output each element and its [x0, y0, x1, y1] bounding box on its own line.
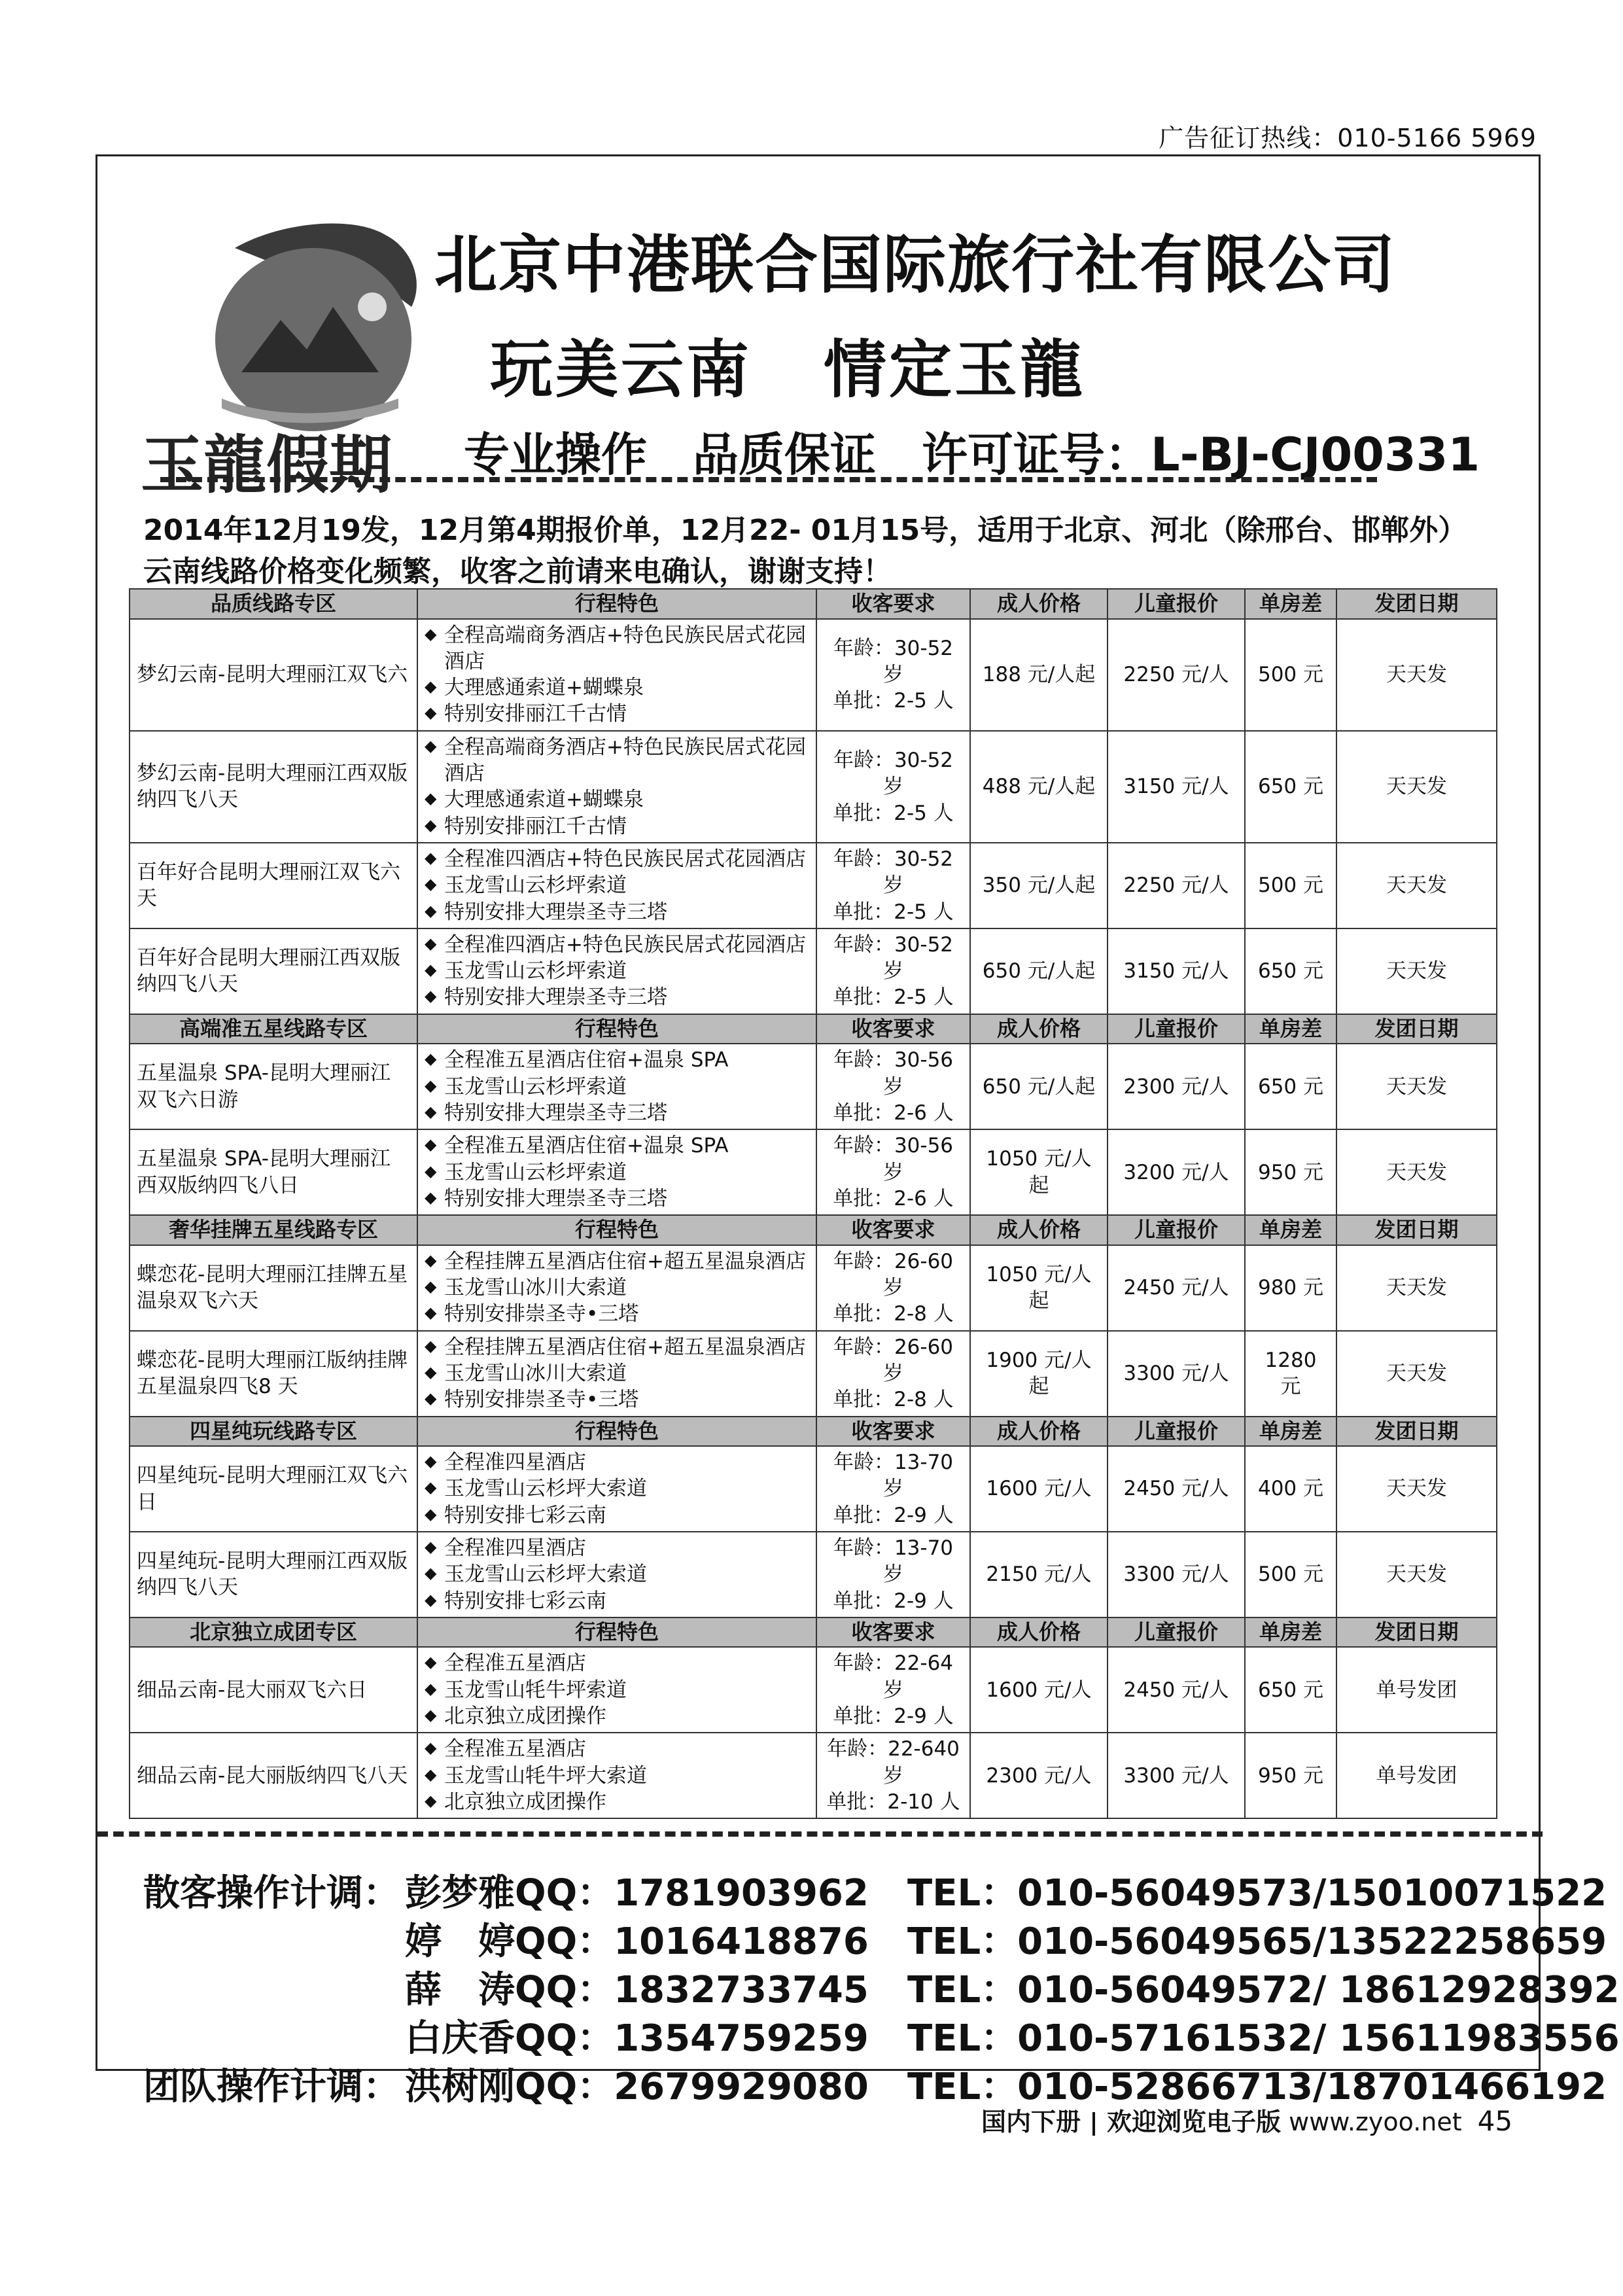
contact-role: 散客操作计调： [143, 1872, 400, 1915]
age-requirement: 年龄：13-70 岁 [833, 1451, 954, 1501]
age-requirement: 年龄：30-56 岁 [833, 1134, 954, 1184]
feature-item: ◆ 全程准四酒店+特色民族民居式花园酒店 [425, 846, 809, 872]
feature-item: ◆ 全程准五星酒店住宿+温泉 SPA [425, 1133, 809, 1159]
departure-date: 天天发 [1336, 1331, 1497, 1417]
route-features [417, 1129, 816, 1215]
feature-list [425, 734, 809, 839]
route-title: 百年好合昆明大理丽江双飞六天 [130, 843, 417, 928]
feature-item: ◆ 特别安排大理崇圣寺三塔 [425, 1100, 809, 1126]
adult-price: 650 元/人起 [970, 928, 1108, 1014]
single-supplement: 950 元 [1245, 1129, 1336, 1215]
feature-item: ◆ 全程准四酒店+特色民族民居式花园酒店 [425, 932, 809, 958]
feature-item: ◆ 全程挂牌五星酒店住宿+超五星温泉酒店 [425, 1334, 809, 1360]
route-title: 四星纯玩-昆明大理丽江双飞六日 [130, 1446, 417, 1532]
adult-price: 1050 元/人起 [970, 1245, 1108, 1331]
feature-item: ◆ 特别安排崇圣寺•三塔 [425, 1301, 809, 1327]
batch-requirement: 单批：2-5 人 [833, 689, 954, 713]
footer-section: 国内下册 [981, 2108, 1081, 2136]
col-features: 行程特色 [417, 1617, 816, 1648]
requirement-cell [816, 1129, 970, 1215]
age-requirement: 年龄：30-52 岁 [833, 636, 954, 687]
age-requirement: 年龄：13-70 岁 [833, 1536, 954, 1587]
feature-item: ◆ 大理感通索道+蝴蝶泉 [425, 786, 809, 813]
route-row [130, 1245, 1497, 1331]
footer-url[interactable]: www.zyoo.net [1289, 2108, 1462, 2136]
feature-item: ◆ 特别安排大理崇圣寺三塔 [425, 984, 809, 1010]
route-row [130, 1647, 1497, 1733]
slogan [490, 320, 1157, 410]
feature-list [425, 1133, 809, 1212]
contact-tel: TEL：010-56049572/ 18612928392 [907, 1969, 1620, 2011]
departure-date: 天天发 [1336, 928, 1497, 1014]
logo-brand-text: 玉龍假期 [141, 428, 392, 497]
col-single-supplement: 单房差 [1245, 1014, 1336, 1044]
route-title: 百年好合昆明大理丽江西双版纳四飞八天 [130, 928, 417, 1014]
child-price: 3300 元/人 [1108, 1532, 1245, 1617]
single-supplement: 650 元 [1245, 1647, 1336, 1733]
single-supplement: 500 元 [1245, 1532, 1336, 1617]
batch-requirement: 单批：2-9 人 [833, 1704, 954, 1729]
slogan-part: 情定玉龍 [824, 333, 1085, 406]
requirement-cell [816, 1532, 970, 1617]
requirement-cell [816, 1733, 970, 1818]
feature-list [425, 1650, 809, 1729]
license-number: 许可证号：L-BJ-CJ00331 [922, 428, 1480, 482]
route-row [130, 843, 1497, 928]
age-requirement: 年龄：30-52 岁 [833, 748, 954, 799]
route-features [417, 843, 816, 928]
route-title: 梦幻云南-昆明大理丽江双飞六 [130, 619, 417, 731]
adult-price: 1600 元/人 [970, 1647, 1108, 1733]
adult-price: 2150 元/人 [970, 1532, 1108, 1617]
route-title: 四星纯玩-昆明大理丽江西双版纳四飞八天 [130, 1532, 417, 1617]
batch-requirement: 单批：2-6 人 [833, 1101, 954, 1125]
section-name: 四星纯玩线路专区 [130, 1417, 417, 1447]
divider [97, 1831, 1543, 1837]
single-supplement: 980 元 [1245, 1245, 1336, 1331]
route-title: 五星温泉 SPA-昆明大理丽江西双版纳四飞八日 [130, 1129, 417, 1215]
child-price: 2300 元/人 [1108, 1044, 1245, 1129]
child-price: 2250 元/人 [1108, 843, 1245, 928]
feature-list [425, 846, 809, 925]
contact-qq: QQ：1016418876 [515, 1920, 869, 1963]
adult-price: 1600 元/人 [970, 1446, 1108, 1532]
age-requirement: 年龄：30-52 岁 [833, 847, 954, 898]
feature-item: ◆ 特别安排七彩云南 [425, 1588, 809, 1614]
section-name: 奢华挂牌五星线路专区 [130, 1215, 417, 1245]
slogan-part: 玩美云南 [490, 333, 752, 406]
child-price: 2250 元/人 [1108, 619, 1245, 731]
section-header-row [130, 1617, 1497, 1648]
single-supplement: 650 元 [1245, 731, 1336, 843]
feature-item: ◆ 全程准四星酒店 [425, 1449, 809, 1475]
route-price-table [129, 588, 1497, 1819]
departure-date: 天天发 [1336, 1044, 1497, 1129]
contact-row [143, 2058, 1620, 2106]
col-departure: 发团日期 [1336, 1617, 1497, 1648]
route-features [417, 1044, 816, 1129]
contact-row [143, 1864, 1620, 1913]
batch-requirement: 单批：2-6 人 [833, 1186, 954, 1210]
single-supplement: 400 元 [1245, 1446, 1336, 1532]
col-departure: 发团日期 [1336, 1014, 1497, 1044]
requirement-cell [816, 731, 970, 843]
departure-date: 天天发 [1336, 731, 1497, 843]
route-features [417, 1532, 816, 1617]
adult-price: 1900 元/人起 [970, 1331, 1108, 1417]
col-adult-price: 成人价格 [970, 1417, 1108, 1447]
age-requirement: 年龄：26-60 岁 [833, 1335, 954, 1385]
col-child-price: 儿童报价 [1108, 1215, 1245, 1245]
single-supplement: 500 元 [1245, 619, 1336, 731]
col-requirement: 收客要求 [816, 589, 970, 619]
adult-price: 188 元/人起 [970, 619, 1108, 731]
col-requirement: 收客要求 [816, 1014, 970, 1044]
feature-list [425, 1736, 809, 1815]
child-price: 3300 元/人 [1108, 1733, 1245, 1818]
col-features: 行程特色 [417, 1215, 816, 1245]
batch-requirement: 单批：2-5 人 [833, 985, 954, 1010]
feature-item: ◆ 玉龙雪山云杉坪索道 [425, 1159, 809, 1186]
feature-list [425, 1449, 809, 1528]
batch-requirement: 单批：2-5 人 [833, 900, 954, 924]
contact-name: 彭梦雅 [405, 1872, 515, 1915]
contact-list [143, 1864, 1620, 2106]
contact-name: 白庆香 [405, 2017, 515, 2060]
batch-requirement: 单批：2-8 人 [833, 1388, 954, 1412]
departure-date: 天天发 [1336, 843, 1497, 928]
adult-price: 1050 元/人起 [970, 1129, 1108, 1215]
feature-item: ◆ 玉龙雪山冰川大索道 [425, 1275, 809, 1301]
divider [160, 477, 1377, 482]
batch-requirement: 单批：2-9 人 [833, 1589, 954, 1613]
section-header-row [130, 1417, 1497, 1447]
route-title: 梦幻云南-昆明大理丽江西双版纳四飞八天 [130, 731, 417, 843]
route-title: 五星温泉 SPA-昆明大理丽江双飞六日游 [130, 1044, 417, 1129]
single-supplement: 950 元 [1245, 1733, 1336, 1818]
contact-qq: QQ：1781903962 [515, 1872, 869, 1915]
feature-list [425, 1334, 809, 1413]
feature-item: ◆ 特别安排大理崇圣寺三塔 [425, 1186, 809, 1212]
section-name: 品质线路专区 [130, 589, 417, 619]
batch-requirement: 单批：2-10 人 [826, 1790, 960, 1814]
requirement-cell [816, 1044, 970, 1129]
col-adult-price: 成人价格 [970, 589, 1108, 619]
contact-qq: QQ：1354759259 [515, 2017, 869, 2060]
departure-date: 天天发 [1336, 1532, 1497, 1617]
departure-date: 天天发 [1336, 1245, 1497, 1331]
feature-item: ◆ 玉龙雪山云杉坪索道 [425, 872, 809, 898]
contact-tel: TEL：010-56049573/15010071522 [907, 1872, 1607, 1915]
col-features: 行程特色 [417, 589, 816, 619]
contact-row [143, 2009, 1620, 2058]
feature-list [425, 932, 809, 1011]
route-row [130, 1733, 1497, 1818]
route-features [417, 1733, 816, 1818]
page-number: 45 [1477, 2105, 1513, 2137]
contact-tel: TEL：010-52866713/18701466192 [907, 2066, 1607, 2108]
contact-name: 婷 婷 [405, 1920, 515, 1963]
contact-qq: QQ：2679929080 [515, 2066, 869, 2108]
requirement-cell [816, 1245, 970, 1331]
feature-item: ◆ 特别安排崇圣寺•三塔 [425, 1386, 809, 1413]
col-child-price: 儿童报价 [1108, 1417, 1245, 1447]
route-title: 细品云南-昆大丽双飞六日 [130, 1647, 417, 1733]
requirement-cell [816, 1331, 970, 1417]
departure-date: 天天发 [1336, 1129, 1497, 1215]
age-requirement: 年龄：30-56 岁 [833, 1048, 954, 1099]
col-single-supplement: 单房差 [1245, 1617, 1336, 1648]
single-supplement: 1280 元 [1245, 1331, 1336, 1417]
feature-item: ◆ 特别安排丽江千古情 [425, 813, 809, 839]
feature-item: ◆ 玉龙雪山牦牛坪索道 [425, 1677, 809, 1703]
feature-item: ◆ 特别安排七彩云南 [425, 1502, 809, 1528]
feature-item: ◆ 玉龙雪山云杉坪索道 [425, 1074, 809, 1100]
single-supplement: 650 元 [1245, 928, 1336, 1014]
contact-row [143, 1913, 1620, 1961]
single-supplement: 500 元 [1245, 843, 1336, 928]
feature-item: ◆ 特别安排丽江千古情 [425, 701, 809, 727]
route-row [130, 619, 1497, 731]
ad-hotline: 广告征订热线：010-5166 5969 [1159, 124, 1537, 152]
route-features [417, 928, 816, 1014]
route-row [130, 1044, 1497, 1129]
contact-role: 团队操作计调： [143, 2066, 400, 2108]
batch-requirement: 单批：2-9 人 [833, 1503, 954, 1527]
company-name: 北京中港联合国际旅行社有限公司 [434, 228, 1396, 302]
feature-list [425, 1047, 809, 1126]
feature-item: ◆ 玉龙雪山牦牛坪大索道 [425, 1763, 809, 1789]
section-name: 北京独立成团专区 [130, 1617, 417, 1648]
col-adult-price: 成人价格 [970, 1617, 1108, 1648]
requirement-cell [816, 619, 970, 731]
col-requirement: 收客要求 [816, 1417, 970, 1447]
contact-name: 洪树刚 [405, 2066, 515, 2108]
departure-date: 天天发 [1336, 619, 1497, 731]
col-features: 行程特色 [417, 1014, 816, 1044]
requirement-cell [816, 843, 970, 928]
tagline [464, 418, 1526, 484]
child-price: 2450 元/人 [1108, 1446, 1245, 1532]
price-notice: 2014年12月19发，12月第4期报价单，12月22- 01月15号，适用于北京、河北（除邢台、邯郸外） [143, 514, 1467, 547]
route-title: 蝶恋花-昆明大理丽江挂牌五星温泉双飞六天 [130, 1245, 417, 1331]
feature-list [425, 622, 809, 728]
route-row [130, 1446, 1497, 1532]
route-row [130, 928, 1497, 1014]
col-single-supplement: 单房差 [1245, 1215, 1336, 1245]
route-row [130, 1331, 1497, 1417]
age-requirement: 年龄：22-640 岁 [827, 1737, 960, 1788]
col-adult-price: 成人价格 [970, 1215, 1108, 1245]
col-single-supplement: 单房差 [1245, 589, 1336, 619]
col-departure: 发团日期 [1336, 1215, 1497, 1245]
price-warning: 云南线路价格变化频繁，收客之前请来电确认，谢谢支持！ [143, 555, 892, 588]
departure-date: 单号发团 [1336, 1647, 1497, 1733]
feature-item: ◆ 特别安排大理崇圣寺三塔 [425, 899, 809, 925]
col-adult-price: 成人价格 [970, 1014, 1108, 1044]
section-header-row [130, 1014, 1497, 1044]
contact-row [143, 1961, 1620, 2009]
single-supplement: 650 元 [1245, 1044, 1336, 1129]
batch-requirement: 单批：2-8 人 [833, 1302, 954, 1326]
route-features [417, 619, 816, 731]
section-header-row [130, 1215, 1497, 1245]
child-price: 3300 元/人 [1108, 1331, 1245, 1417]
child-price: 2450 元/人 [1108, 1245, 1245, 1331]
feature-item: ◆ 玉龙雪山云杉坪大索道 [425, 1561, 809, 1587]
adult-price: 650 元/人起 [970, 1044, 1108, 1129]
departure-date: 单号发团 [1336, 1733, 1497, 1818]
contact-qq: QQ：1832733745 [515, 1969, 869, 2011]
route-row [130, 1129, 1497, 1215]
feature-item: ◆ 玉龙雪山冰川大索道 [425, 1360, 809, 1386]
feature-item: ◆ 北京独立成团操作 [425, 1703, 809, 1729]
route-row [130, 731, 1497, 843]
route-title: 细品云南-昆大丽版纳四飞八天 [130, 1733, 417, 1818]
route-features [417, 1331, 816, 1417]
feature-item: ◆ 玉龙雪山云杉坪大索道 [425, 1475, 809, 1502]
child-price: 3200 元/人 [1108, 1129, 1245, 1215]
batch-requirement: 单批：2-5 人 [833, 801, 954, 825]
age-requirement: 年龄：26-60 岁 [833, 1249, 954, 1300]
contact-name: 薛 涛 [405, 1969, 515, 2011]
route-row [130, 1532, 1497, 1617]
contact-tel: TEL：010-57161532/ 15611983556 [907, 2017, 1620, 2060]
age-requirement: 年龄：30-52 岁 [833, 932, 954, 983]
section-name: 高端准五星线路专区 [130, 1014, 417, 1044]
adult-price: 350 元/人起 [970, 843, 1108, 928]
col-child-price: 儿童报价 [1108, 1014, 1245, 1044]
col-child-price: 儿童报价 [1108, 1617, 1245, 1648]
feature-item: ◆ 全程准五星酒店住宿+温泉 SPA [425, 1047, 809, 1073]
feature-item: ◆ 全程高端商务酒店+特色民族民居式花园酒店 [425, 734, 809, 787]
feature-item: ◆ 大理感通索道+蝴蝶泉 [425, 675, 809, 701]
tagline-part: 专业操作 [464, 428, 647, 482]
child-price: 3150 元/人 [1108, 731, 1245, 843]
col-requirement: 收客要求 [816, 1617, 970, 1648]
page-footer [981, 2102, 1512, 2138]
contact-tel: TEL：010-56049565/13522258659 [907, 1920, 1607, 1963]
footer-separator [1092, 2112, 1095, 2136]
age-requirement: 年龄：22-64 岁 [833, 1651, 954, 1702]
departure-date: 天天发 [1336, 1446, 1497, 1532]
feature-item: ◆ 全程准五星酒店 [425, 1736, 809, 1762]
route-features [417, 1446, 816, 1532]
route-features [417, 731, 816, 843]
col-departure: 发团日期 [1336, 1417, 1497, 1447]
col-requirement: 收客要求 [816, 1215, 970, 1245]
requirement-cell [816, 928, 970, 1014]
feature-item: ◆ 全程准四星酒店 [425, 1535, 809, 1561]
col-single-supplement: 单房差 [1245, 1417, 1336, 1447]
tagline-part: 品质保证 [693, 428, 876, 482]
feature-item: ◆ 北京独立成团操作 [425, 1789, 809, 1815]
child-price: 3150 元/人 [1108, 928, 1245, 1014]
route-features [417, 1647, 816, 1733]
advert-frame [96, 154, 1620, 2108]
adult-price: 488 元/人起 [970, 731, 1108, 843]
route-features [417, 1245, 816, 1331]
requirement-cell [816, 1446, 970, 1532]
col-features: 行程特色 [417, 1417, 816, 1447]
adult-price: 2300 元/人 [970, 1733, 1108, 1818]
requirement-cell [816, 1647, 970, 1733]
child-price: 2450 元/人 [1108, 1647, 1245, 1733]
feature-list [425, 1248, 809, 1328]
feature-item: ◆ 全程挂牌五星酒店住宿+超五星温泉酒店 [425, 1248, 809, 1275]
route-title: 蝶恋花-昆明大理丽江版纳挂牌五星温泉四飞8 天 [130, 1331, 417, 1417]
col-child-price: 儿童报价 [1108, 589, 1245, 619]
feature-item: ◆ 玉龙雪山云杉坪索道 [425, 958, 809, 984]
feature-item: ◆ 全程准五星酒店 [425, 1650, 809, 1676]
footer-welcome: 欢迎浏览电子版 [1107, 2108, 1282, 2136]
feature-list [425, 1535, 809, 1614]
section-header-row [130, 589, 1497, 619]
feature-item: ◆ 全程高端商务酒店+特色民族民居式花园酒店 [425, 622, 809, 675]
col-departure: 发团日期 [1336, 589, 1497, 619]
